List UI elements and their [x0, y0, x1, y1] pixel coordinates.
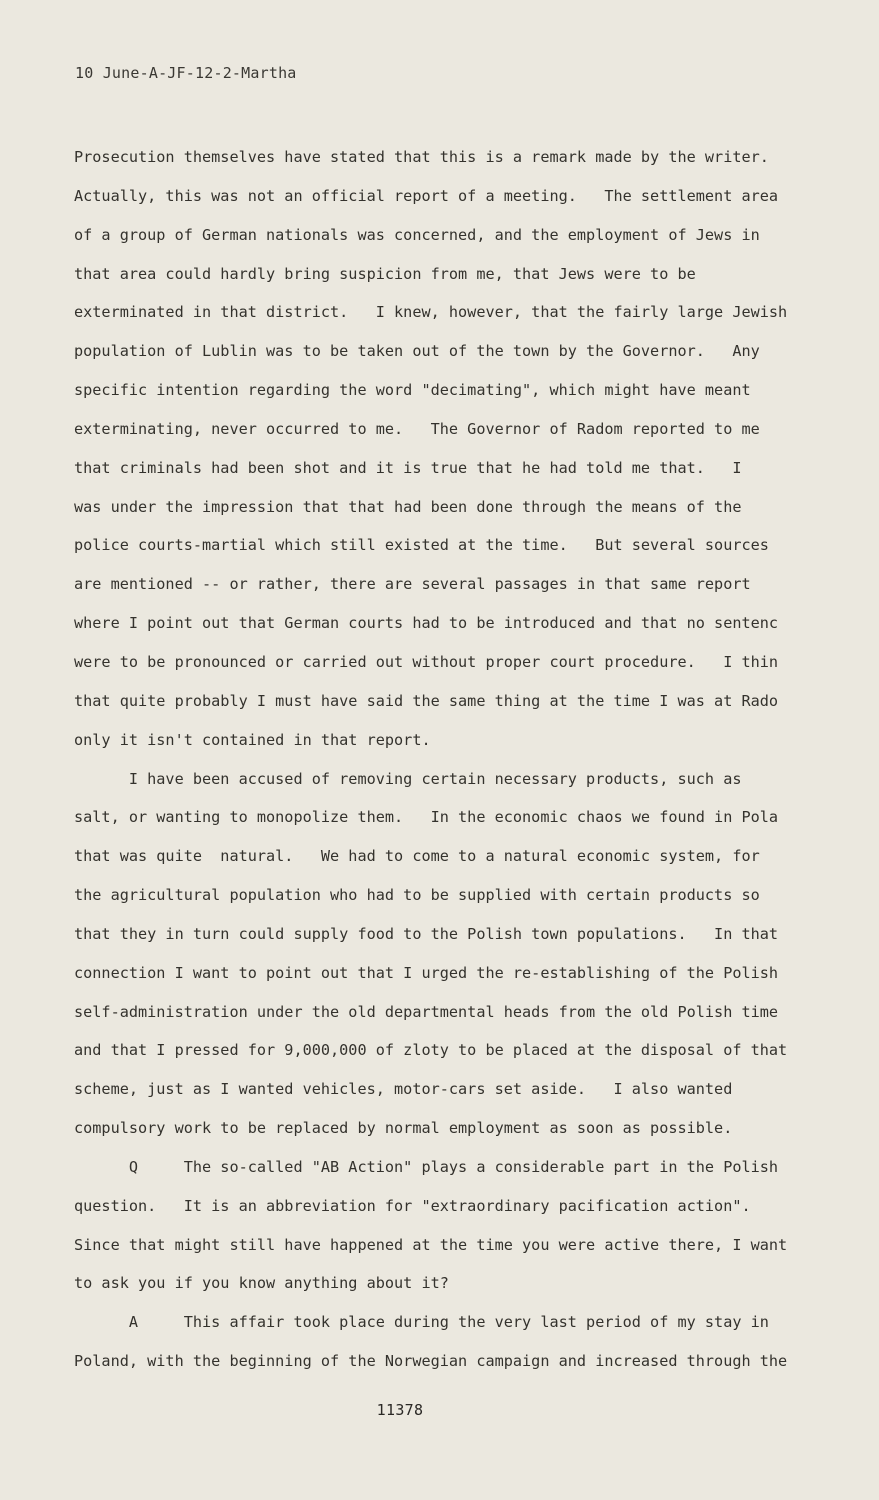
text-line: scheme, just as I wanted vehicles, motor-cars set aside. I also wanted — [74, 1080, 733, 1099]
text-line: to ask you if you know anything about it? — [74, 1274, 449, 1293]
text-line: only it isn't contained in that report. — [74, 730, 431, 749]
text-line: connection I want to point out that I urged the re-establishing of the Polish — [74, 963, 779, 982]
text-line: exterminated in that district. I knew, however, that the fairly large Jewish — [74, 303, 788, 322]
text-line: that was quite natural. We had to come to a natural economic system, for — [74, 847, 760, 866]
text-line: the agricultural population who had to be supplied with certain products so — [74, 886, 760, 905]
text-line: self-administration under the old departmental heads from the old Polish time — [74, 1002, 779, 1021]
text-line: exterminating, never occurred to me. The Governor of Radom reported to me — [74, 419, 760, 438]
text-line: Actually, this was not an official report of a meeting. The settlement area — [74, 186, 779, 205]
text-line: A This affair took place during the very last period of my stay in — [74, 1313, 769, 1332]
text-line: specific intention regarding the word "decimating", which might have meant — [74, 381, 751, 400]
text-line: and that I pressed for 9,000,000 of zloty to be placed at the disposal of that — [74, 1041, 788, 1060]
text-line: Prosecution themselves have stated that this is a remark made by the writer. — [74, 148, 769, 166]
text-line: where I point out that German courts had to be introduced and that no sentenc — [74, 614, 779, 633]
text-line: compulsory work to be replaced by normal employment as soon as possible. — [74, 1119, 733, 1138]
document-body — [74, 138, 824, 1381]
text-line: I have been accused of removing certain necessary products, such as — [74, 769, 742, 788]
text-line: that they in turn could supply food to the Polish town populations. In that — [74, 924, 779, 943]
text-line: were to be pronounced or carried out without proper court procedure. I thin — [74, 652, 779, 671]
text-line: Since that might still have happened at the time you were active there, I want — [74, 1235, 788, 1254]
text-line: are mentioned -- or rather, there are several passages in that same report — [74, 575, 751, 594]
text-line: Poland, with the beginning of the Norwegian campaign and increased through the — [74, 1352, 788, 1371]
page-number: 11378 — [376, 1401, 424, 1419]
text-line: was under the impression that that had been done through the means of the — [74, 497, 742, 516]
text-line: that area could hardly bring suspicion from me, that Jews were to be — [74, 264, 696, 283]
text-line: Q The so-called "AB Action" plays a considerable part in the Polish — [74, 1157, 779, 1176]
document-header: 10 June-A-JF-12-2-Martha — [75, 64, 297, 82]
text-line: that criminals had been shot and it is true that he had told me that. I — [74, 458, 742, 477]
text-line: salt, or wanting to monopolize them. In the economic chaos we found in Pola — [74, 808, 779, 827]
text-line: of a group of German nationals was concerned, and the employment of Jews in — [74, 225, 760, 244]
text-line: population of Lublin was to be taken out of the town by the Governor. Any — [74, 342, 760, 361]
text-line: question. It is an abbreviation for "extraordinary pacification action". — [74, 1196, 751, 1215]
text-line: police courts-martial which still existed at the time. But several sources — [74, 536, 769, 555]
text-line: that quite probably I must have said the same thing at the time I was at Rado — [74, 691, 779, 710]
